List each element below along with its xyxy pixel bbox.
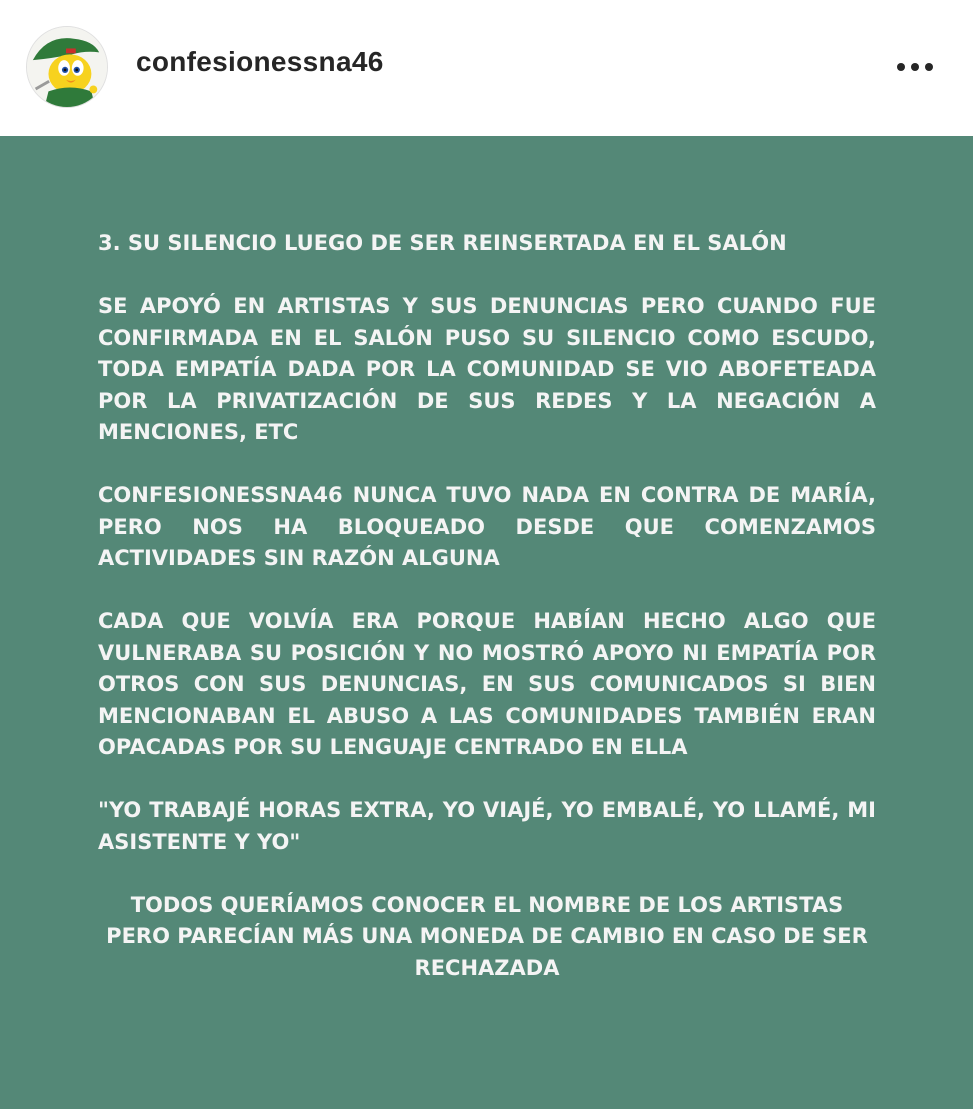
post-paragraph: CONFESIONESSNA46 NUNCA TUVO NADA EN CONTRA DE MARÍA, PERO NOS HA BLOQUEADO DESDE QUE COMENZAMOS ACTIVIDADES SIN RAZÓN ALGUNA xyxy=(98,483,876,570)
more-options-icon xyxy=(895,62,935,72)
post-paragraph-closing: TODOS QUERÍAMOS CONOCER EL NOMBRE DE LOS ARTISTAS PERO PARECÍAN MÁS UNA MONEDA DE CAMBIO EN CASO DE SER RECHAZADA xyxy=(106,892,868,980)
avatar[interactable] xyxy=(26,26,108,108)
post-image[interactable] xyxy=(0,136,973,1109)
post-paragraph: SE APOYÓ EN ARTISTAS Y SUS DENUNCIAS PERO CUANDO FUE CONFIRMADA EN EL SALÓN PUSO SU SILENCIO COMO ESCUDO, TODA EMPATÍA DADA POR LA COMUNIDAD SE VIO ABOFETEADA POR LA PRIVATIZACIÓN DE SUS REDES Y LA NEGACIÓN A MENCIONES, ETC xyxy=(98,294,876,444)
more-options-button[interactable] xyxy=(889,52,941,82)
post-header xyxy=(0,0,973,136)
post-text-block xyxy=(98,228,876,984)
post-paragraph: CADA QUE VOLVÍA ERA PORQUE HABÍAN HECHO ALGO QUE VULNERABA SU POSICIÓN Y NO MOSTRÓ APOYO NI EMPATÍA POR OTROS CON SUS DENUNCIAS, EN SUS COMUNICADOS SI BIEN MENCIONABAN EL ABUSO A LAS COMUNIDADES TAMBIÉN ERAN OPACADAS POR SU LENGUAJE CENTRADO EN ELLA xyxy=(98,609,876,759)
post-paragraph-title: 3. SU SILENCIO LUEGO DE SER REINSERTADA EN EL SALÓN xyxy=(98,231,787,255)
post-paragraph-quote: "YO TRABAJÉ HORAS EXTRA, YO VIAJÉ, YO EMBALÉ, YO LLAMÉ, MI ASISTENTE Y YO" xyxy=(98,798,876,854)
tweety-avatar-icon xyxy=(27,27,107,107)
username[interactable]: confesionessna46 xyxy=(136,46,384,77)
